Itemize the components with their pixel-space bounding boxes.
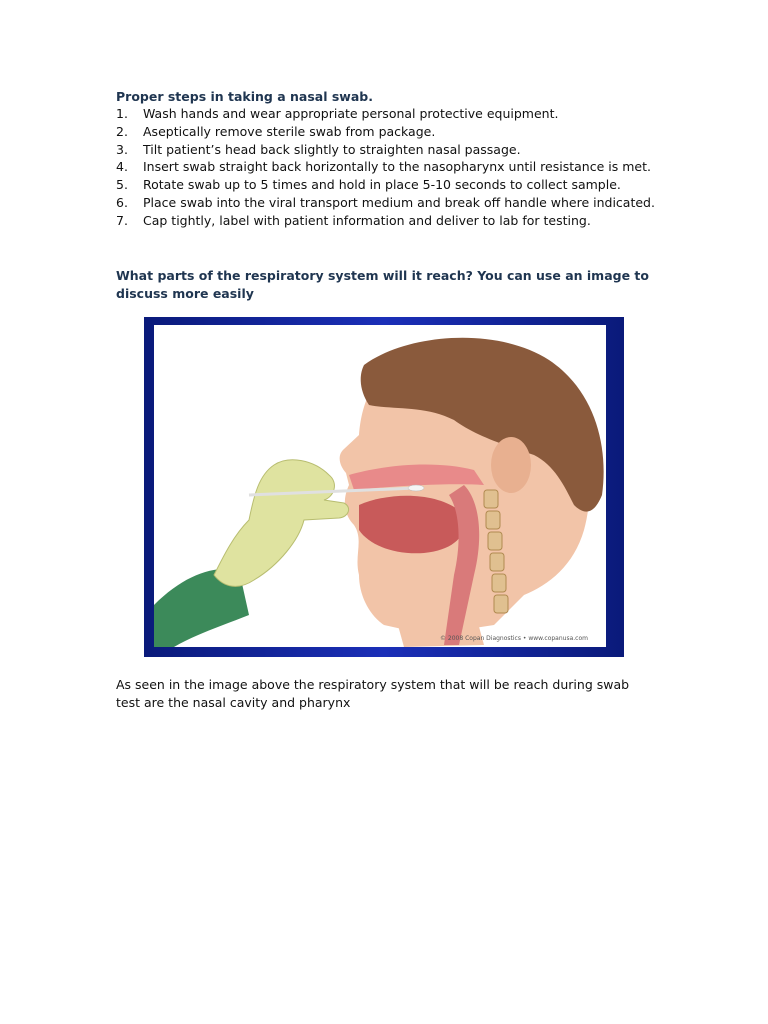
- list-item: [116, 141, 661, 159]
- section-heading: Proper steps in taking a nasal swab.: [116, 89, 373, 104]
- step-text: Place swab into the viral transport medium and break off handle where indicated.: [143, 194, 655, 210]
- swab-tip: [408, 485, 424, 491]
- question-heading: What parts of the respiratory system will it reach? You can use an image to discuss more easily: [116, 268, 649, 301]
- list-item: [116, 176, 661, 194]
- ear-shape: [491, 437, 531, 493]
- step-text: Rotate swab up to 5 times and hold in place 5-10 seconds to collect sample.: [143, 177, 621, 193]
- list-item: [116, 158, 661, 176]
- conclusion-paragraph: As seen in the image above the respiratory system that will be reach during swab test are the nasal cavity and pharynx: [116, 677, 630, 710]
- list-item: [116, 194, 661, 212]
- step-text: Tilt patient’s head back slightly to straighten nasal passage.: [143, 141, 521, 157]
- illustration-canvas: [154, 325, 606, 647]
- step-text: Aseptically remove sterile swab from package.: [143, 123, 436, 139]
- step-number: 3.: [116, 141, 128, 157]
- gloved-hand: [214, 460, 349, 587]
- list-item: [116, 212, 661, 230]
- step-text: Cap tightly, label with patient information and deliver to lab for testing.: [143, 212, 591, 228]
- step-number: 7.: [116, 212, 128, 228]
- step-text: Wash hands and wear appropriate personal protective equipment.: [143, 106, 559, 121]
- steps-list: [116, 105, 661, 230]
- nasal-swab-illustration: [144, 317, 624, 657]
- step-number: 1.: [116, 106, 128, 121]
- step-text: Insert swab straight back horizontally to the nasopharynx until resistance is met.: [143, 159, 651, 175]
- head-anatomy-drawing: [154, 325, 606, 647]
- step-number: 6.: [116, 194, 128, 210]
- step-number: 5.: [116, 177, 128, 193]
- list-item: [116, 105, 661, 123]
- step-number: 4.: [116, 159, 128, 175]
- step-number: 2.: [116, 123, 128, 139]
- copyright-text: © 2008 Copan Diagnostics • www.copanusa.com: [440, 635, 588, 642]
- list-item: [116, 123, 661, 141]
